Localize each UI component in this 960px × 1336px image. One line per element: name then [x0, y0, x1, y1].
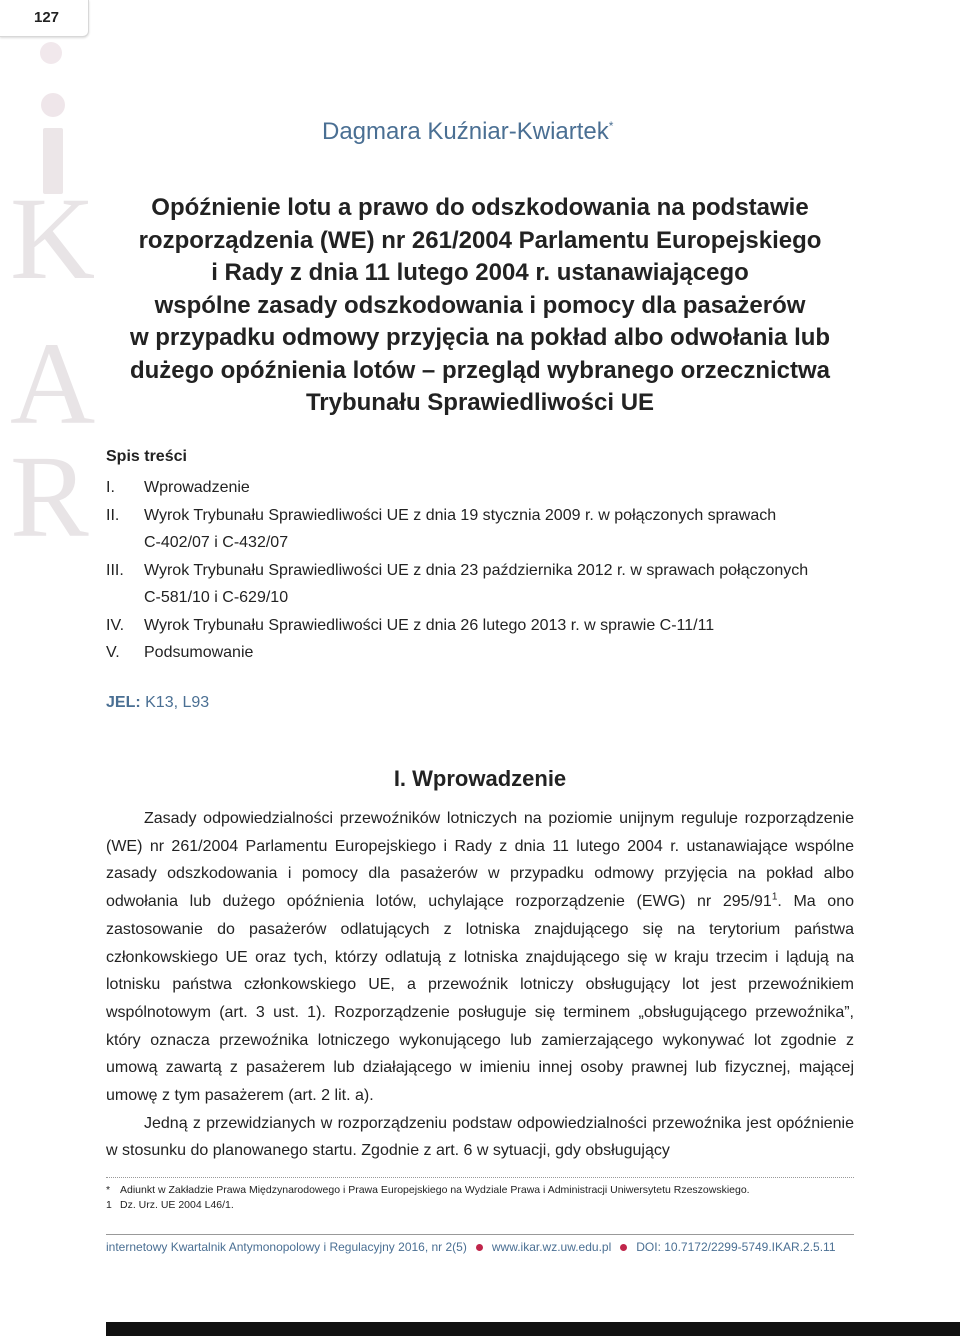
toc-item-number: V. — [106, 644, 120, 661]
toc-item-text: Wyrok Trybunału Sprawiedliwości UE z dnia 23 października 2012 r. w sprawach połączonych — [144, 561, 809, 579]
page-number: 127 — [34, 9, 60, 26]
section-heading: I. Wprowadzenie — [393, 766, 567, 791]
toc-item — [106, 557, 866, 585]
paragraph-text: Zasady odpowiedzialności przewoźników lotniczych na poziomie unijnym reguluje rozporządzenie (WE) nr 261/2004 Parlamentu Europejskiego i Rady z dnia 11 lutego 2004 r. ustanawiające wspólne zasady odszkodowania i pomocy dla pasażerów w przypadku odmowy przyjęcia na pokład albo odwołania lub dużego opóźnienia lotów, uchylające rozporządzenie (EWG) nr 295/91 — [106, 810, 854, 911]
footnote-divider — [106, 1177, 854, 1178]
footer-journal: internetowy Kwartalnik Antymonopolowy i Regulacyjny 2016, nr 2(5) — [106, 1240, 467, 1254]
logo-dot-decoration — [40, 42, 62, 64]
jel-label: JEL: — [106, 694, 141, 711]
title-line: Opóźnienie lotu a prawo do odszkodowania na podstawie — [151, 194, 809, 221]
toc-item-number: II. — [106, 506, 120, 524]
title-line: w przypadku odmowy przyjęcia na pokład albo odwołania lub — [129, 324, 831, 351]
body-paragraph: Jedną z przewidzianych w rozporządzeniu podstaw odpowiedzialności przewoźnika jest opóźnienie w stosunku do planowanego startu. Zgodnie z art. 6 w sytuacji, gdy obsługujący — [106, 1114, 854, 1160]
footer-website-link[interactable]: www.ikar.wz.uw.edu.pl — [491, 1240, 612, 1254]
bullet-dot-icon — [620, 1244, 627, 1251]
toc-item-text: Podsumowanie — [144, 644, 254, 661]
footnote-ref: 1 — [771, 891, 778, 903]
table-of-contents — [106, 474, 866, 667]
logo-letter-r: R — [10, 431, 89, 562]
footnotes — [106, 1183, 866, 1213]
logo-letter-a: A — [10, 318, 96, 449]
jel-codes — [106, 694, 209, 712]
title-line: Trybunału Sprawiedliwości UE — [305, 389, 655, 416]
toc-item-text: C-581/10 i C-629/10 — [144, 589, 289, 606]
footnote-mark: * — [106, 1184, 111, 1196]
footer-doi[interactable]: DOI: 10.7172/2299-5749.IKAR.2.5.11 — [636, 1240, 836, 1254]
author-name — [322, 118, 613, 146]
footer-divider — [106, 1234, 854, 1235]
footnote — [106, 1183, 866, 1198]
toc-item-text: Wprowadzenie — [144, 479, 250, 496]
page-number-badge — [0, 0, 89, 37]
title-line: i Rady z dnia 11 lutego 2004 r. ustanawiającego — [211, 259, 749, 286]
toc-item — [106, 612, 866, 640]
article-title — [100, 192, 860, 420]
bullet-dot-icon — [476, 1244, 483, 1251]
paragraph-text: . Ma ono zastosowanie do pasażerów odlatujących z lotniska znajdującego się na terytorium państwa członkowskiego UE oraz tych, którzy odlatują z lotniska znajdującego się w kraju trzecim i lądują na lotnisku państwa członkowskiego UE, a przewoźnik lotniczy obsługujący lot jest przewoźnikiem wspólnotowym (art. 3 ust. 1). Rozporządzenie posługuje się terminem „obsługującego przewoźnika”, który oznacza przewoźnika lotniczego wykonującego lub zamierzającego wykonywać lot zgodnie z umową zawartą z pasażerem lub działającego w imieniu innej osoby prawnej lub fizycznej, mającej umowę z tym pasażerem (art. 2 lit. a). — [106, 893, 854, 1105]
toc-item-continuation — [106, 529, 866, 557]
toc-item-number: IV. — [106, 616, 125, 634]
author-name-text: Dagmara Kuźniar-Kwiartek — [322, 118, 609, 145]
toc-heading: Spis treści — [106, 448, 187, 465]
article-body — [106, 805, 854, 1165]
footnote-mark: 1 — [106, 1199, 112, 1211]
logo-i-dot — [41, 93, 65, 117]
author-footnote-mark: * — [608, 119, 614, 133]
bottom-bar — [106, 1322, 960, 1336]
toc-item — [106, 639, 866, 667]
toc-item-text: C-402/07 i C-432/07 — [144, 534, 289, 551]
footnote-text: Adiunkt w Zakładzie Prawa Międzynarodowego i Prawa Europejskiego na Wydziale Prawa i Administracji Uniwersytetu Rzeszowskiego. — [120, 1184, 750, 1196]
toc-item — [106, 502, 866, 530]
toc-item-number: III. — [106, 561, 124, 579]
toc-item-text: Wyrok Trybunału Sprawiedliwości UE z dnia 26 lutego 2013 r. w sprawie C-11/11 — [144, 616, 715, 634]
footnote — [106, 1198, 866, 1213]
page-footer — [106, 1240, 836, 1254]
jel-value: K13, L93 — [145, 694, 210, 711]
logo-letter-k: K — [10, 173, 96, 304]
toc-item-continuation — [106, 584, 866, 612]
title-line: wspólne zasady odszkodowania i pomocy dla pasażerów — [154, 291, 806, 319]
footnote-text: Dz. Urz. UE 2004 L46/1. — [120, 1199, 234, 1211]
title-line: rozporządzenia (WE) nr 261/2004 Parlamentu Europejskiego — [138, 226, 822, 254]
toc-item-number: I. — [106, 479, 115, 496]
toc-item — [106, 474, 866, 502]
toc-item-text: Wyrok Trybunału Sprawiedliwości UE z dnia 19 stycznia 2009 r. w połączonych sprawach — [144, 506, 777, 524]
body-paragraph — [106, 805, 854, 1110]
title-line: dużego opóźnienia lotów – przegląd wybranego orzecznictwa — [129, 356, 831, 384]
